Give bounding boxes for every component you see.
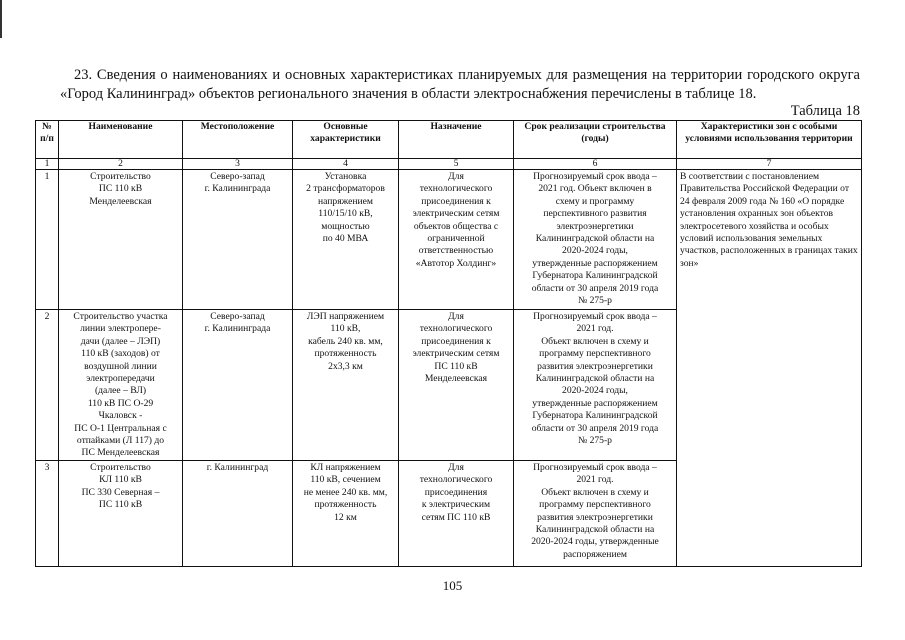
column-number: 3 — [183, 159, 293, 170]
row-location: Северо-запад г. Калининграда — [183, 310, 293, 461]
column-header-number: № п/п — [36, 121, 59, 159]
row-term: Прогнозируемый срок ввода – 2021 год. Объект включен в схему и программу перспективного развития электроэнергетики Калининградской области на 2020-2024 годы, утвержденные распоряжением Губернатора Калининградской области от 30 апреля 2019 года № 275-р — [514, 310, 677, 461]
row-name: Строительство ПС 110 кВ Менделеевская — [59, 170, 183, 310]
zone-characteristics-note: В соответствии с постановлением Правительства Российской Федерации от 24 февраля 2009 года № 160 «О порядке установления охранных зон объектов электросетевого хозяйства и особых условий использования земельных участков, расположенных в границах таких зон» — [677, 170, 862, 567]
column-number: 1 — [36, 159, 59, 170]
row-purpose: Для технологического присоединения к электрическим сетям объектов общества с ограниченной ответственностью «Автотор Холдинг» — [399, 170, 514, 310]
row-characteristics: Установка 2 трансформаторов напряжением 110/15/10 кВ, мощностью по 40 МВА — [293, 170, 399, 310]
table-row — [36, 170, 862, 310]
column-header-characteristics: Основные характеристики — [293, 121, 399, 159]
section-heading: 23. Сведения о наименованиях и основных характеристиках планируемых для размещения на территории городского округа «Город Калининград» объектов регионального значения в области электроснабжения перечислены в таблице 18. — [60, 67, 860, 102]
row-number: 2 — [36, 310, 59, 461]
table-caption: Таблица 18 — [790, 103, 860, 119]
column-number: 4 — [293, 159, 399, 170]
column-header-location: Местоположение — [183, 121, 293, 159]
scan-edge-mark — [0, 0, 2, 38]
row-number: 3 — [36, 461, 59, 567]
table-header-row — [36, 121, 862, 159]
row-purpose: Для технологического присоединения к электрическим сетям ПС 110 кВ Менделеевская — [399, 310, 514, 461]
page-number: 105 — [442, 578, 463, 593]
row-location: Северо-запад г. Калининграда — [183, 170, 293, 310]
column-header-purpose: Назначение — [399, 121, 514, 159]
column-header-term: Срок реализации строительства (годы) — [514, 121, 677, 159]
column-number: 2 — [59, 159, 183, 170]
column-number-row — [36, 159, 862, 170]
column-header-zones: Характеристики зон с особыми условиями использования территории — [677, 121, 862, 159]
row-purpose: Для технологического присоединения к электрическим сетям ПС 110 кВ — [399, 461, 514, 567]
row-number: 1 — [36, 170, 59, 310]
row-characteristics: ЛЭП напряжением 110 кВ, кабель 240 кв. мм, протяженность 2х3,3 км — [293, 310, 399, 461]
facilities-table — [35, 120, 862, 567]
column-number: 5 — [399, 159, 514, 170]
row-term: Прогнозируемый срок ввода – 2021 год. Объект включен в схему и программу перспективного развития электроэнергетики Калининградской области на 2020-2024 годы, утвержденные распоряжением — [514, 461, 677, 567]
row-location: г. Калининград — [183, 461, 293, 567]
row-name: Строительство участка линии электропере- дачи (далее – ЛЭП) 110 кВ (заходов) от воздушной линии электропередачи (далее – ВЛ) 110 кВ ПС О-29 Чкаловск - ПС О-1 Центральная с отпайками (Л 117) до ПС Менделеевская — [59, 310, 183, 461]
row-name: Строительство КЛ 110 кВ ПС 330 Северная – ПС 110 кВ — [59, 461, 183, 567]
column-header-name: Наименование — [59, 121, 183, 159]
row-characteristics: КЛ напряжением 110 кВ, сечением не менее 240 кв. мм, протяженность 12 км — [293, 461, 399, 567]
row-term: Прогнозируемый срок ввода – 2021 год. Объект включен в схему и программу перспективного развития электроэнергетики Калининградской области на 2020-2024 годы, утвержденные распоряжением Губернатора Калининградской области от 30 апреля 2019 года № 275-р — [514, 170, 677, 310]
column-number: 7 — [677, 159, 862, 170]
column-number: 6 — [514, 159, 677, 170]
